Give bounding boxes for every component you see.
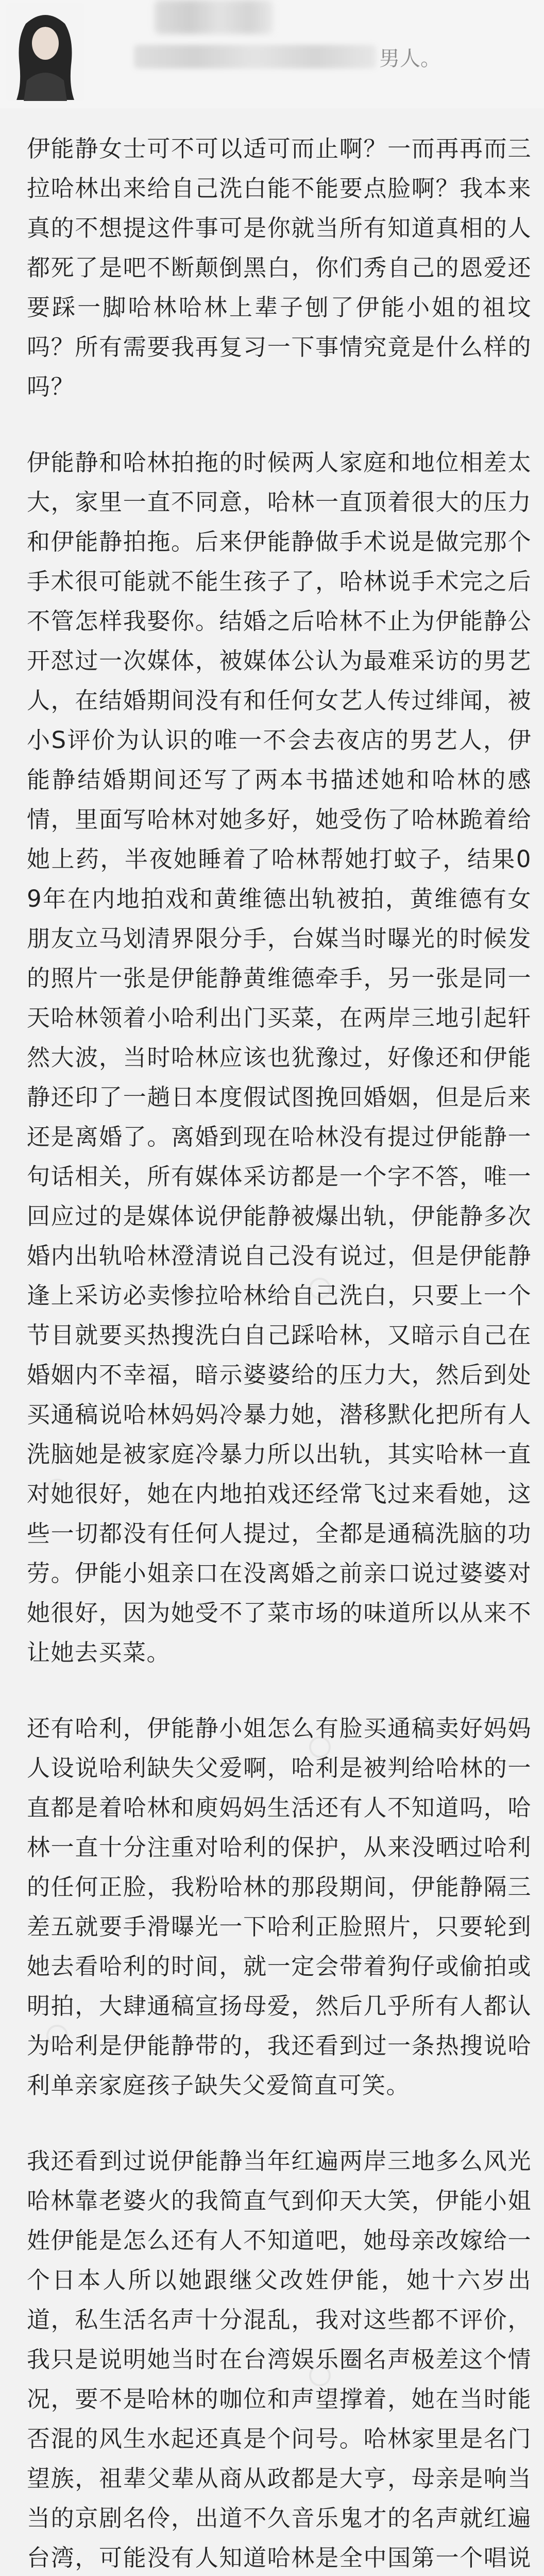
post-paragraph: 我还看到过说伊能静当年红遍两岸三地多么风光哈林靠老婆火的我简直气到仰天大笑，伊能小姐姓伊能是怎么还有人不知道吧，她母亲改嫁给一个日本人所以她跟继父改姓伊能，她十六岁出道，私生活名声十分混乱，我对这些都不评价，我只是说明她当时在台湾娱乐圈名声极差这个情况，要不是哈林的咖位和声望撑着，她在当时能否混的风生水起还真是个问号。哈林家里是名门望族，祖辈父辈从商从政都是大亨，母亲是响当当的京剧名伶，出道不久音乐鬼才的名声就红遍台湾，可能没有人知道哈林是全中国第一个唱说: [27, 2147, 532, 2571]
post-body: [27, 129, 532, 2576]
post-subline: [134, 43, 441, 70]
username-redacted: [155, 0, 273, 34]
post-header: [0, 0, 544, 108]
post-paragraph: 伊能静女士可不可以适可而止啊？一而再再而三拉哈林出来给自己洗白能不能要点脸啊？我本来真的不想提这件事可是你就当所有知道真相的人都死了是吧不断颠倒黑白，你们秀自己的恩爱还要踩一脚哈林哈林上辈子刨了伊能小姐的祖坟吗？所有需要我再复习一下事情究竟是什么样的吗？: [27, 135, 532, 400]
subline-redacted: [134, 45, 376, 69]
subline-suffix: 男人。: [379, 46, 441, 71]
avatar-image: [6, 3, 84, 101]
avatar[interactable]: [6, 3, 84, 101]
post-paragraph: 还有哈利，伊能静小姐怎么有脸买通稿卖好妈妈人设说哈利缺失父爱啊，哈利是被判给哈林的一直都是着哈林和庾妈妈生活还有人不知道吗，哈林一直十分注重对哈利的保护，从来没晒过哈利的任何正脸，我粉哈林的那段期间，伊能静隔三差五就要手滑曝光一下哈利正脸照片，只要轮到她去看哈利的时间，就一定会带着狗仔或偷拍或明拍，大肆通稿宣扬母爱，然后几乎所有人都认为哈利是伊能静带的，我还看到过一条热搜说哈利单亲家庭孩子缺失父爱简直可笑。: [27, 1715, 532, 2099]
post-paragraph: 伊能静和哈林拍拖的时候两人家庭和地位相差太大，家里一直不同意，哈林一直顶着很大的压力和伊能静拍拖。后来伊能静做手术说是做完那个手术很可能就不能生孩子了，哈林说手术完之后不管怎样我娶你。结婚之后哈林不止为伊能静公开怼过一次媒体，被媒体公认为最难采访的男艺人，在结婚期间没有和任何女艺人传过绯闻，被小S评价为认识的唯一不会去夜店的男艺人，伊能静结婚期间还写了两本书描述她和哈林的感情，里面写哈林对她多好，她受伤了哈林跪着给她上药，半夜她睡着了哈林帮她打蚊子，结果09年在内地拍戏和黄维德出轨被拍，黄维德有女朋友立马划清界限分手，台媒当时曝光的时候发的照片一张是伊能静黄维德牵手，另一张是同一天哈林领着小哈利出门买菜，在两岸三地引起轩然大波，当时哈林应该也犹豫过，好像还和伊能静还印了一趟日本度假试图挽回婚姻，但是后来还是离婚了。离婚到现在哈林没有提过伊能静一句话相关，所有媒体采访都是一个字不答，唯一回应过的是媒体说伊能静被爆出轨，伊能静多次婚内出轨哈林澄清说自己没有说过，但是伊能静逢上采访必卖惨拉哈林给自己洗白，只要上一个节目就要买热搜洗白自己踩哈林，又暗示自己在婚姻内不幸福，暗示婆婆给的压力大，然后到处买通稿说哈林妈妈冷暴力她，潜移默化把所有人洗脑她是被家庭冷暴力所以出轨，其实哈林一直对她很好，她在内地拍戏还经常飞过来看她，这些一切都没有任何人提过，全都是通稿洗脑的功劳。伊能小姐亲口在没离婚之前亲口说过婆婆对她很好，因为她受不了菜市场的味道所以从来不让她去买菜。: [27, 449, 532, 1666]
